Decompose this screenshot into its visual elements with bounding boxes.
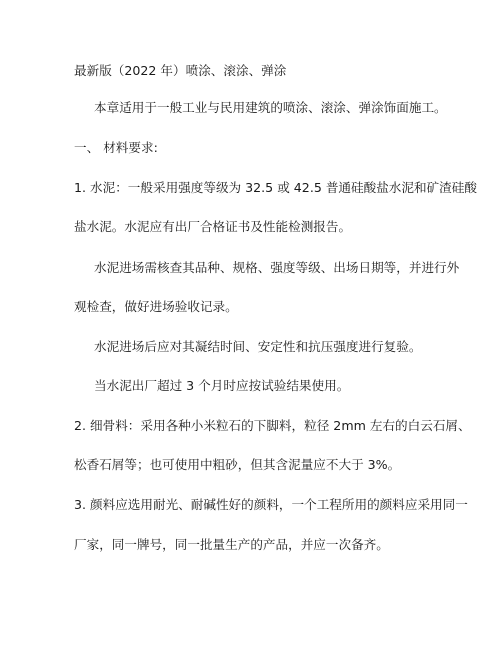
cement-inspection-line-2: 观检查，做好进场验收记录。 [74, 299, 238, 314]
item-3-pigment-line-2: 厂家，同一牌号，同一批量生产的产品，并应一次备齐。 [74, 537, 389, 552]
cement-expiry-paragraph: 当水泥出厂超过 3 个月时应按试验结果使用。 [94, 378, 350, 393]
section-heading-materials: 一、 材料要求: [74, 140, 158, 155]
document-title: 最新版（2022 年）喷涂、滚涂、弹涂 [74, 63, 287, 78]
cement-retest-paragraph: 水泥进场后应对其凝结时间、安定性和抗压强度进行复验。 [94, 339, 422, 354]
cement-inspection-line-1: 水泥进场需核查其品种、规格、强度等级、出场日期等，并进行外 [94, 260, 460, 275]
item-1-cement-line-1: 1. 水泥：一般采用强度等级为 32.5 或 42.5 普通硅酸盐水泥和矿渣硅酸 [74, 180, 477, 195]
item-3-pigment-line-1: 3. 颜料应选用耐光、耐碱性好的颜料，一个工程所用的颜料应采用同一 [74, 497, 468, 512]
item-2-aggregate-line-2: 松香石屑等；也可使用中粗砂，但其含泥量应不大于 3%。 [74, 457, 401, 472]
intro-paragraph: 本章适用于一般工业与民用建筑的喷涂、滚涂、弹涂饰面施工。 [94, 100, 447, 115]
item-1-cement-line-2: 盐水泥。水泥应有出厂合格证书及性能检测报告。 [74, 219, 352, 234]
item-2-aggregate-line-1: 2. 细骨料：采用各种小米粒石的下脚料，粒径 2mm 左右的白云石屑、 [74, 418, 471, 433]
